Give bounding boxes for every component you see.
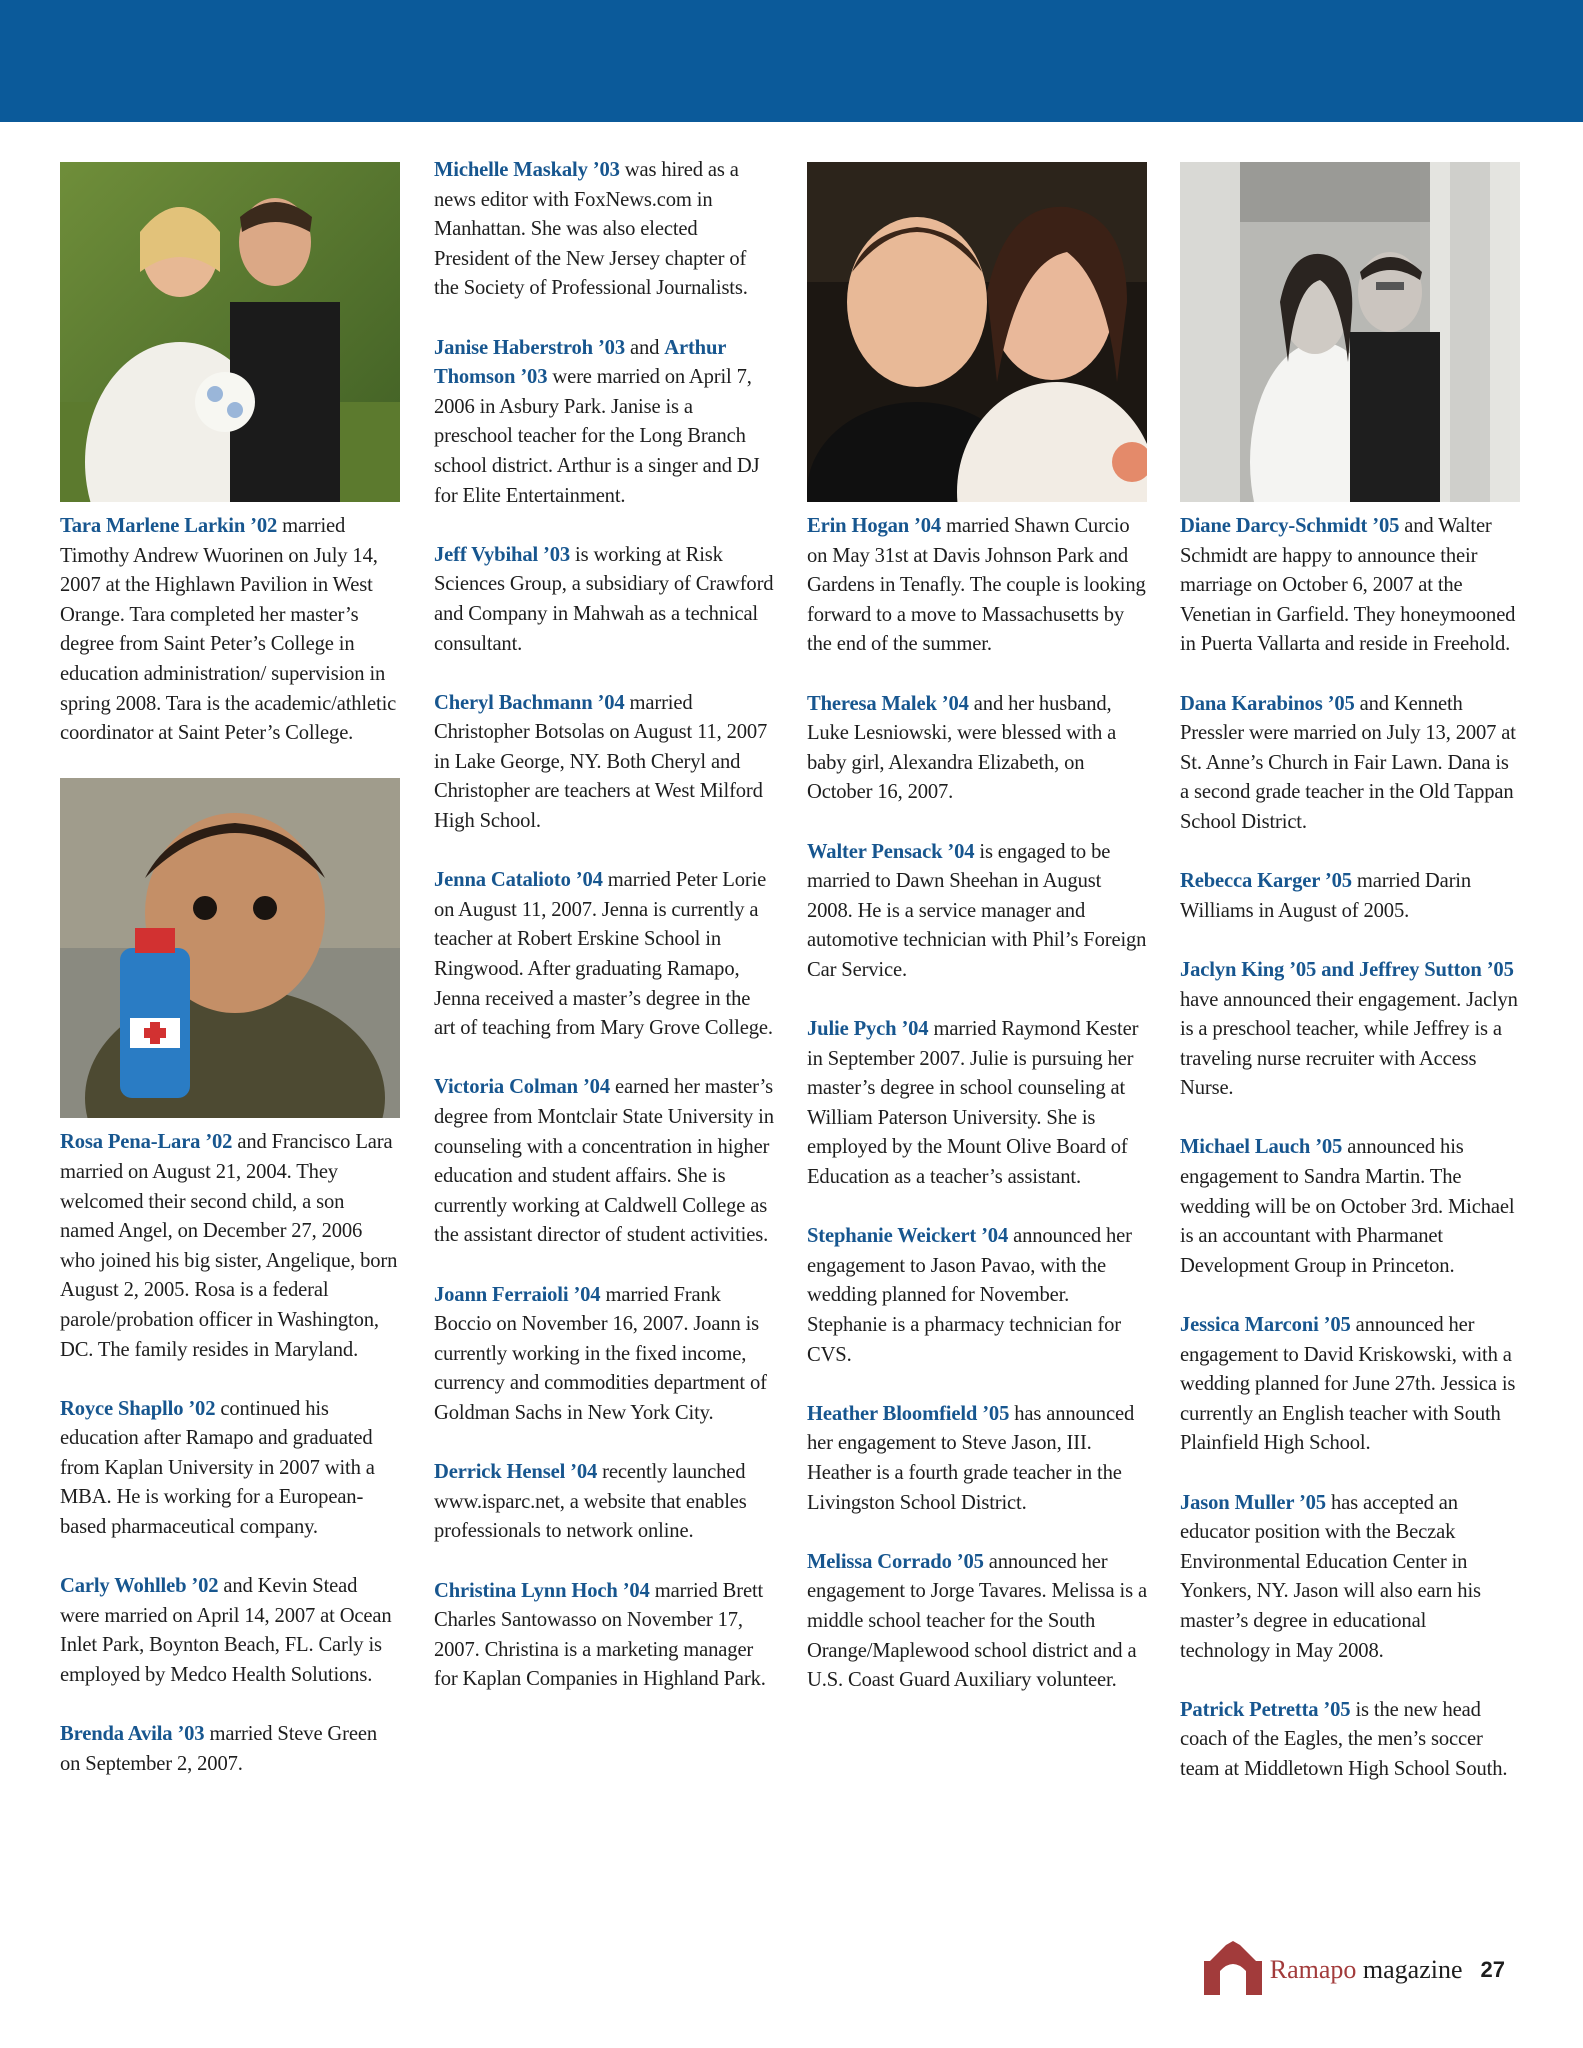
header-bar — [0, 0, 1583, 122]
entry-corrado: Melissa Corrado ’05 announced her engagement to Jorge Tavares. Melissa is a middle school teacher for the South Orange/Maplewood school district and a U.S. Coast Guard Auxiliary volunteer. — [807, 1550, 1147, 1692]
column-1 — [60, 162, 400, 1809]
entry-colman: Victoria Colman ’04 earned her master’s degree from Montclair State University in counseling with a concentration in higher education and student affairs. She is currently working at Caldwell College as the assistant director of student activities. — [434, 1076, 774, 1247]
entry-catalioto: Jenna Catalioto ’04 married Peter Lorie on August 11, 2007. Jenna is currently a teacher at Robert Erskine School in Ringwood. After graduating Ramapo, Jenna received a master’s degree in the art of teaching from Mary Grove College. — [434, 869, 773, 1040]
entry-darcy-schmidt: Diane Darcy-Schmidt ’05 and Walter Schmidt are happy to announce their marriage on October 6, 2007 at the Venetian in Garfield. They honeymooned in Puerta Vallarta and reside in Freehold. — [1180, 515, 1516, 656]
entry-karabinos: Dana Karabinos ’05 and Kenneth Pressler were married on July 13, 2007 at St. Anne’s Church in Fair Lawn. Dana is a second grade teacher in the Old Tappan School District. — [1180, 692, 1516, 833]
entry-muller: Jason Muller ’05 has accepted an educator position with the Beczak Environmental Education Center in Yonkers, NY. Jason will also earn his master’s degree in educational technology in May 2008. — [1180, 1491, 1481, 1662]
column-4 — [1180, 162, 1520, 1814]
magazine-title: Ramapo magazine — [1269, 1955, 1463, 1984]
entry-ferraioli: Joann Ferraioli ’04 married Frank Boccio on November 16, 2007. Joann is currently working in the fixed income, currency and commodities department of Goldman Sachs in New York City. — [434, 1283, 767, 1424]
entry-hoch: Christina Lynn Hoch ’04 married Brett Charles Santowasso on November 17, 2007. Christina is a marketing manager for Kaplan Companies in Highland Park. — [434, 1579, 766, 1691]
entry-vybihal: Jeff Vybihal ’03 is working at Risk Sciences Group, a subsidiary of Crawford and Company in Mahwah as a technical consultant. — [434, 543, 774, 655]
entry-karger: Rebecca Karger ’05 married Darin Williams in August of 2005. — [1180, 870, 1472, 922]
entry-maskaly: Michelle Maskaly ’03 was hired as a news editor with FoxNews.com in Manhattan. She was also elected President of the New Jersey chapter of the Society of Professional Journalists. — [434, 159, 748, 300]
entry-shapllo: Royce Shapllo ’02 continued his education after Ramapo and graduated from Kaplan University in 2007 with a MBA. He is working for a European-based pharmaceutical company. — [60, 1397, 375, 1539]
column-2 — [434, 156, 774, 1724]
page-footer — [1204, 1940, 1505, 2000]
entry-avila: Brenda Avila ’03 married Steve Green on September 2, 2007. — [60, 1723, 377, 1775]
entry-bloomfield: Heather Bloomfield ’05 has announced her engagement to Steve Jason, III. Heather is a fourth grade teacher in the Livingston School District. — [807, 1402, 1135, 1514]
entry-lauch: Michael Lauch ’05 announced his engagement to Sandra Martin. The wedding will be on October 3rd. Michael is an accountant with Pharmanet Development Group in Princeton. — [1180, 1136, 1515, 1277]
entry-petretta: Patrick Petretta ’05 is the new head coach of the Eagles, the men’s soccer team at Middletown High School South. — [1180, 1698, 1508, 1780]
wedding-photo-larkin — [60, 162, 400, 502]
entry-pena-lara: Rosa Pena-Lara ’02 and Francisco Lara married on August 21, 2004. They welcomed their second child, a son named Angel, on December 27, 2006 who joined his big sister, Angelique, born August 2, 2005. Rosa is a federal parole/probation officer in Washington, DC. The family resides in Maryland. — [60, 1131, 398, 1361]
wedding-photo-hogan — [807, 162, 1147, 502]
wedding-photo-darcy-schmidt — [1180, 162, 1520, 502]
entry-king-sutton: Jaclyn King ’05 and Jeffrey Sutton ’05 have announced their engagement. Jaclyn is a preschool teacher, while Jeffrey is a traveling nurse recruiter with Access Nurse. — [1180, 958, 1518, 1100]
entry-haberstroh-thomson: Janise Haberstroh ’03 and Arthur Thomson ’03 were married on April 7, 2006 in Asbury Park. Janise is a preschool teacher for the Long Branch school district. Arthur is a singer and DJ for Elite Entertainment. — [434, 336, 760, 507]
page-number: 27 — [1480, 1957, 1505, 1982]
entry-pensack: Walter Pensack ’04 is engaged to be married to Dawn Sheehan in August 2008. He is a service manager and automotive technician with Phil’s Foreign Car Service. — [807, 840, 1147, 981]
entry-malek: Theresa Malek ’04 and her husband, Luke Lesniowski, were blessed with a baby girl, Alexandra Elizabeth, on October 16, 2007. — [807, 692, 1117, 804]
entry-marconi: Jessica Marconi ’05 announced her engagement to David Kriskowski, with a wedding planned for June 27th. Jessica is currently an English teacher with South Plainfield High School. — [1180, 1314, 1516, 1455]
baby-photo-angel — [60, 778, 400, 1118]
entry-weickert: Stephanie Weickert ’04 announced her engagement to Jason Pavao, with the wedding planned for November. Stephanie is a pharmacy technician for CVS. — [807, 1225, 1132, 1366]
entry-hogan: Erin Hogan ’04 married Shawn Curcio on May 31st at Davis Johnson Park and Gardens in Tenafly. The couple is looking forward to a move to Massachusetts by the end of the summer. — [807, 515, 1146, 656]
ramapo-arch-icon — [1204, 1941, 1262, 2000]
column-3 — [807, 162, 1147, 1725]
entry-hensel: Derrick Hensel ’04 recently launched www.isparc.net, a website that enables professionals to network online. — [434, 1461, 747, 1543]
entry-pych: Julie Pych ’04 married Raymond Kester in September 2007. Julie is pursuing her master’s degree in school counseling at William Paterson University. She is employed by the Mount Olive Board of Education as a teacher’s assistant. — [807, 1018, 1139, 1189]
entry-bachmann: Cheryl Bachmann ’04 married Christopher Botsolas on August 11, 2007 in Lake George, NY. Both Cheryl and Christopher are teachers at West Milford High School. — [434, 691, 768, 833]
entry-wohlleb: Carly Wohlleb ’02 and Kevin Stead were married on April 14, 2007 at Ocean Inlet Park, Boynton Beach, FL. Carly is employed by Medco Health Solutions. — [60, 1575, 392, 1687]
entry-larkin: Tara Marlene Larkin ’02 married Timothy Andrew Wuorinen on July 14, 2007 at the Highlawn Pavilion in West Orange. Tara completed her master’s degree from Saint Peter’s College in education administration/ supervision in spring 2008. Tara is the academic/athletic coordinator at Saint Peter’s College. — [60, 515, 397, 745]
